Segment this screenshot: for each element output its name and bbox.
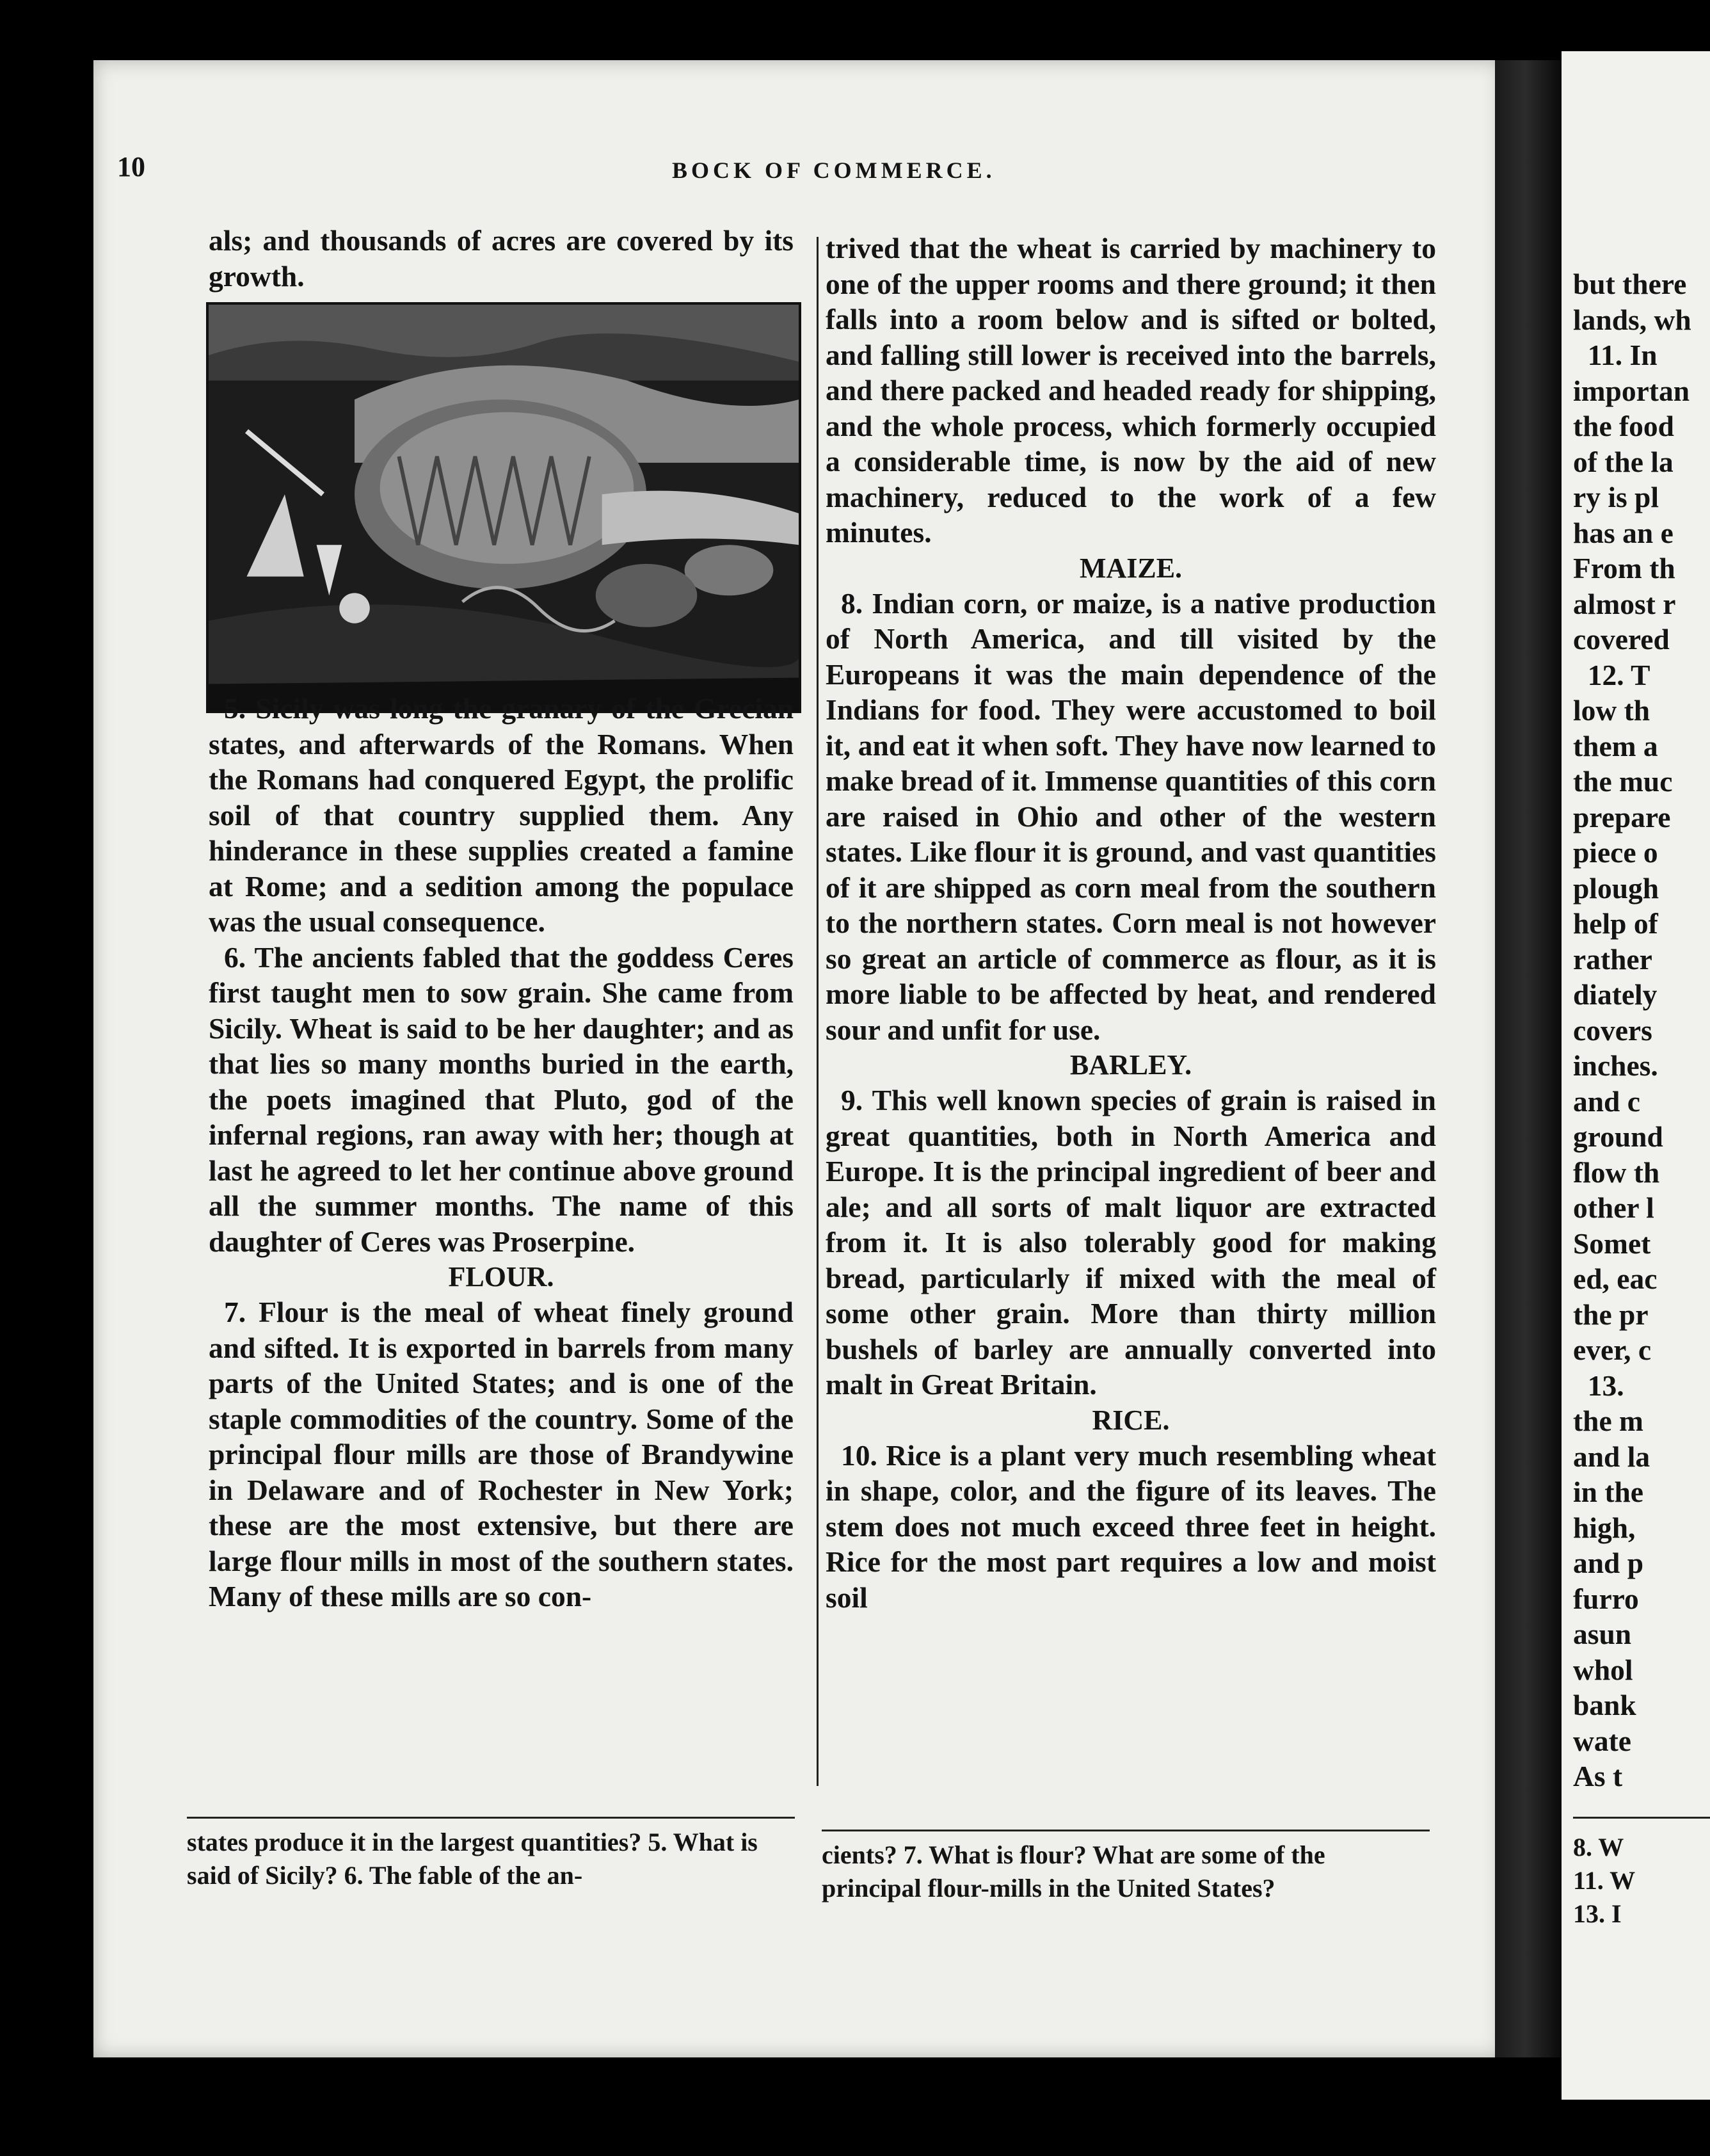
- footnote-rule-right: [822, 1830, 1430, 1831]
- opening-line: als; and thousands of acres are covered by its growth.: [209, 224, 794, 293]
- footnote-left: states produce it in the largest quantities? 5. What is said of Sicily? 6. The fable of the an-: [187, 1828, 758, 1890]
- footnote-rule-left: [187, 1817, 795, 1819]
- paragraph-10: 10. Rice is a plant very much resembling wheat in shape, color, and the figure of its leaves. The stem does not much exceed three feet in height. Rice for the most part requires a low and moist soil: [826, 1438, 1436, 1614]
- continuation-text: trived that the wheat is carried by machinery to one of the upper rooms and there ground; it then falls into a room below and is sifted or bolted, and falling still lower is received into the barrels, and there packed and headed ready for shipping, and the whole process, which formerly occupied a considerable time, is now by the aid of new machinery, reduced to the work of a few minutes.: [826, 232, 1436, 549]
- paragraph-5: 5. Sicily was long the granary of the Grecian states, and afterwards of the Romans. When the Romans had conquered Egypt, the prolific soil of that country supplied them. Any hinderance in these supplies created a famine at Rome; and a sedition among the populace was the usual consequence.: [209, 692, 794, 938]
- paragraph-6: 6. The ancients fabled that the goddess Ceres first taught men to sow grain. She came from Sicily. Wheat is said to be her daughter; and as that lies so many months buried in the earth, the poets imagined that Pluto, god of the infernal regions, ran away with her; though at last he agreed to let her continue above ground all the summer months. The name of this daughter of Ceres was Proserpine.: [209, 940, 794, 1258]
- heading-barley: BARLEY.: [1069, 1049, 1192, 1081]
- facing-page-footnote-rule: [1573, 1817, 1710, 1819]
- column-divider: [817, 237, 819, 1786]
- right-column: [826, 230, 1436, 1615]
- page-number: 10: [117, 151, 145, 182]
- heading-flour: FLOUR.: [448, 1261, 554, 1292]
- left-column: [209, 223, 794, 1614]
- facing-page-footnotes: 8. W 11. W 13. I: [1573, 1833, 1636, 1928]
- paragraph-8: 8. Indian corn, or maize, is a native production of North America, and till visited by the Europeans it was the main dependence of the Indians for food. They were accustomed to boil it, and eat it when soft. They have now learned to make bread of it. Immense quantities of this corn are raised in Ohio and other of the western states. Like flour it is ground, and vast quantities of it are shipped as corn meal from the southern to the northern states. Corn meal is not however so great an article of commerce as flour, as it is more liable to be affected by heat, and rendered sour and unfit for use.: [826, 586, 1436, 1046]
- paragraph-9: 9. This well known species of grain is raised in great quantities, both in North America and Europe. It is the principal ingredient of beer and ale; and all sorts of malt liquor are extracted from it. It is also tolerably good for making bread, particularly if mixed with the meal of some other grain. More than thirty million bushels of barley are annually converted into malt in Great Britain.: [826, 1084, 1436, 1401]
- book-gutter: [1495, 60, 1562, 2057]
- running-title: BOCK OF COMMERCE.: [672, 157, 996, 183]
- heading-maize: MAIZE.: [1079, 552, 1183, 584]
- heading-rice: RICE.: [1092, 1404, 1170, 1436]
- paragraph-7: 7. Flour is the meal of wheat finely ground and sifted. It is exported in barrels from many parts of the United States; and is one of the staple commodities of the country. Some of the principal flour mills are those of Brandywine in Delaware and of Rochester in New York; these are the most extensive, but there are large flour mills in most of the southern states. Many of these mills are so con-: [209, 1296, 794, 1613]
- facing-page-text: but there lands, wh 11. In importan the food of the la ry is pl has an e From th almost r covered 12. T low th them a the muc prepare piece o plough help of rather diately covers inches. and c ground flow th other l Somet ed, eac the pr ever, c 13. the m and la in the high, and p furro asun whol bank wate As t: [1573, 268, 1691, 1792]
- footnote-right: cients? 7. What is flour? What are some of the principal flour-mills in the United States?: [822, 1840, 1325, 1903]
- illustration-spacer: [209, 294, 794, 691]
